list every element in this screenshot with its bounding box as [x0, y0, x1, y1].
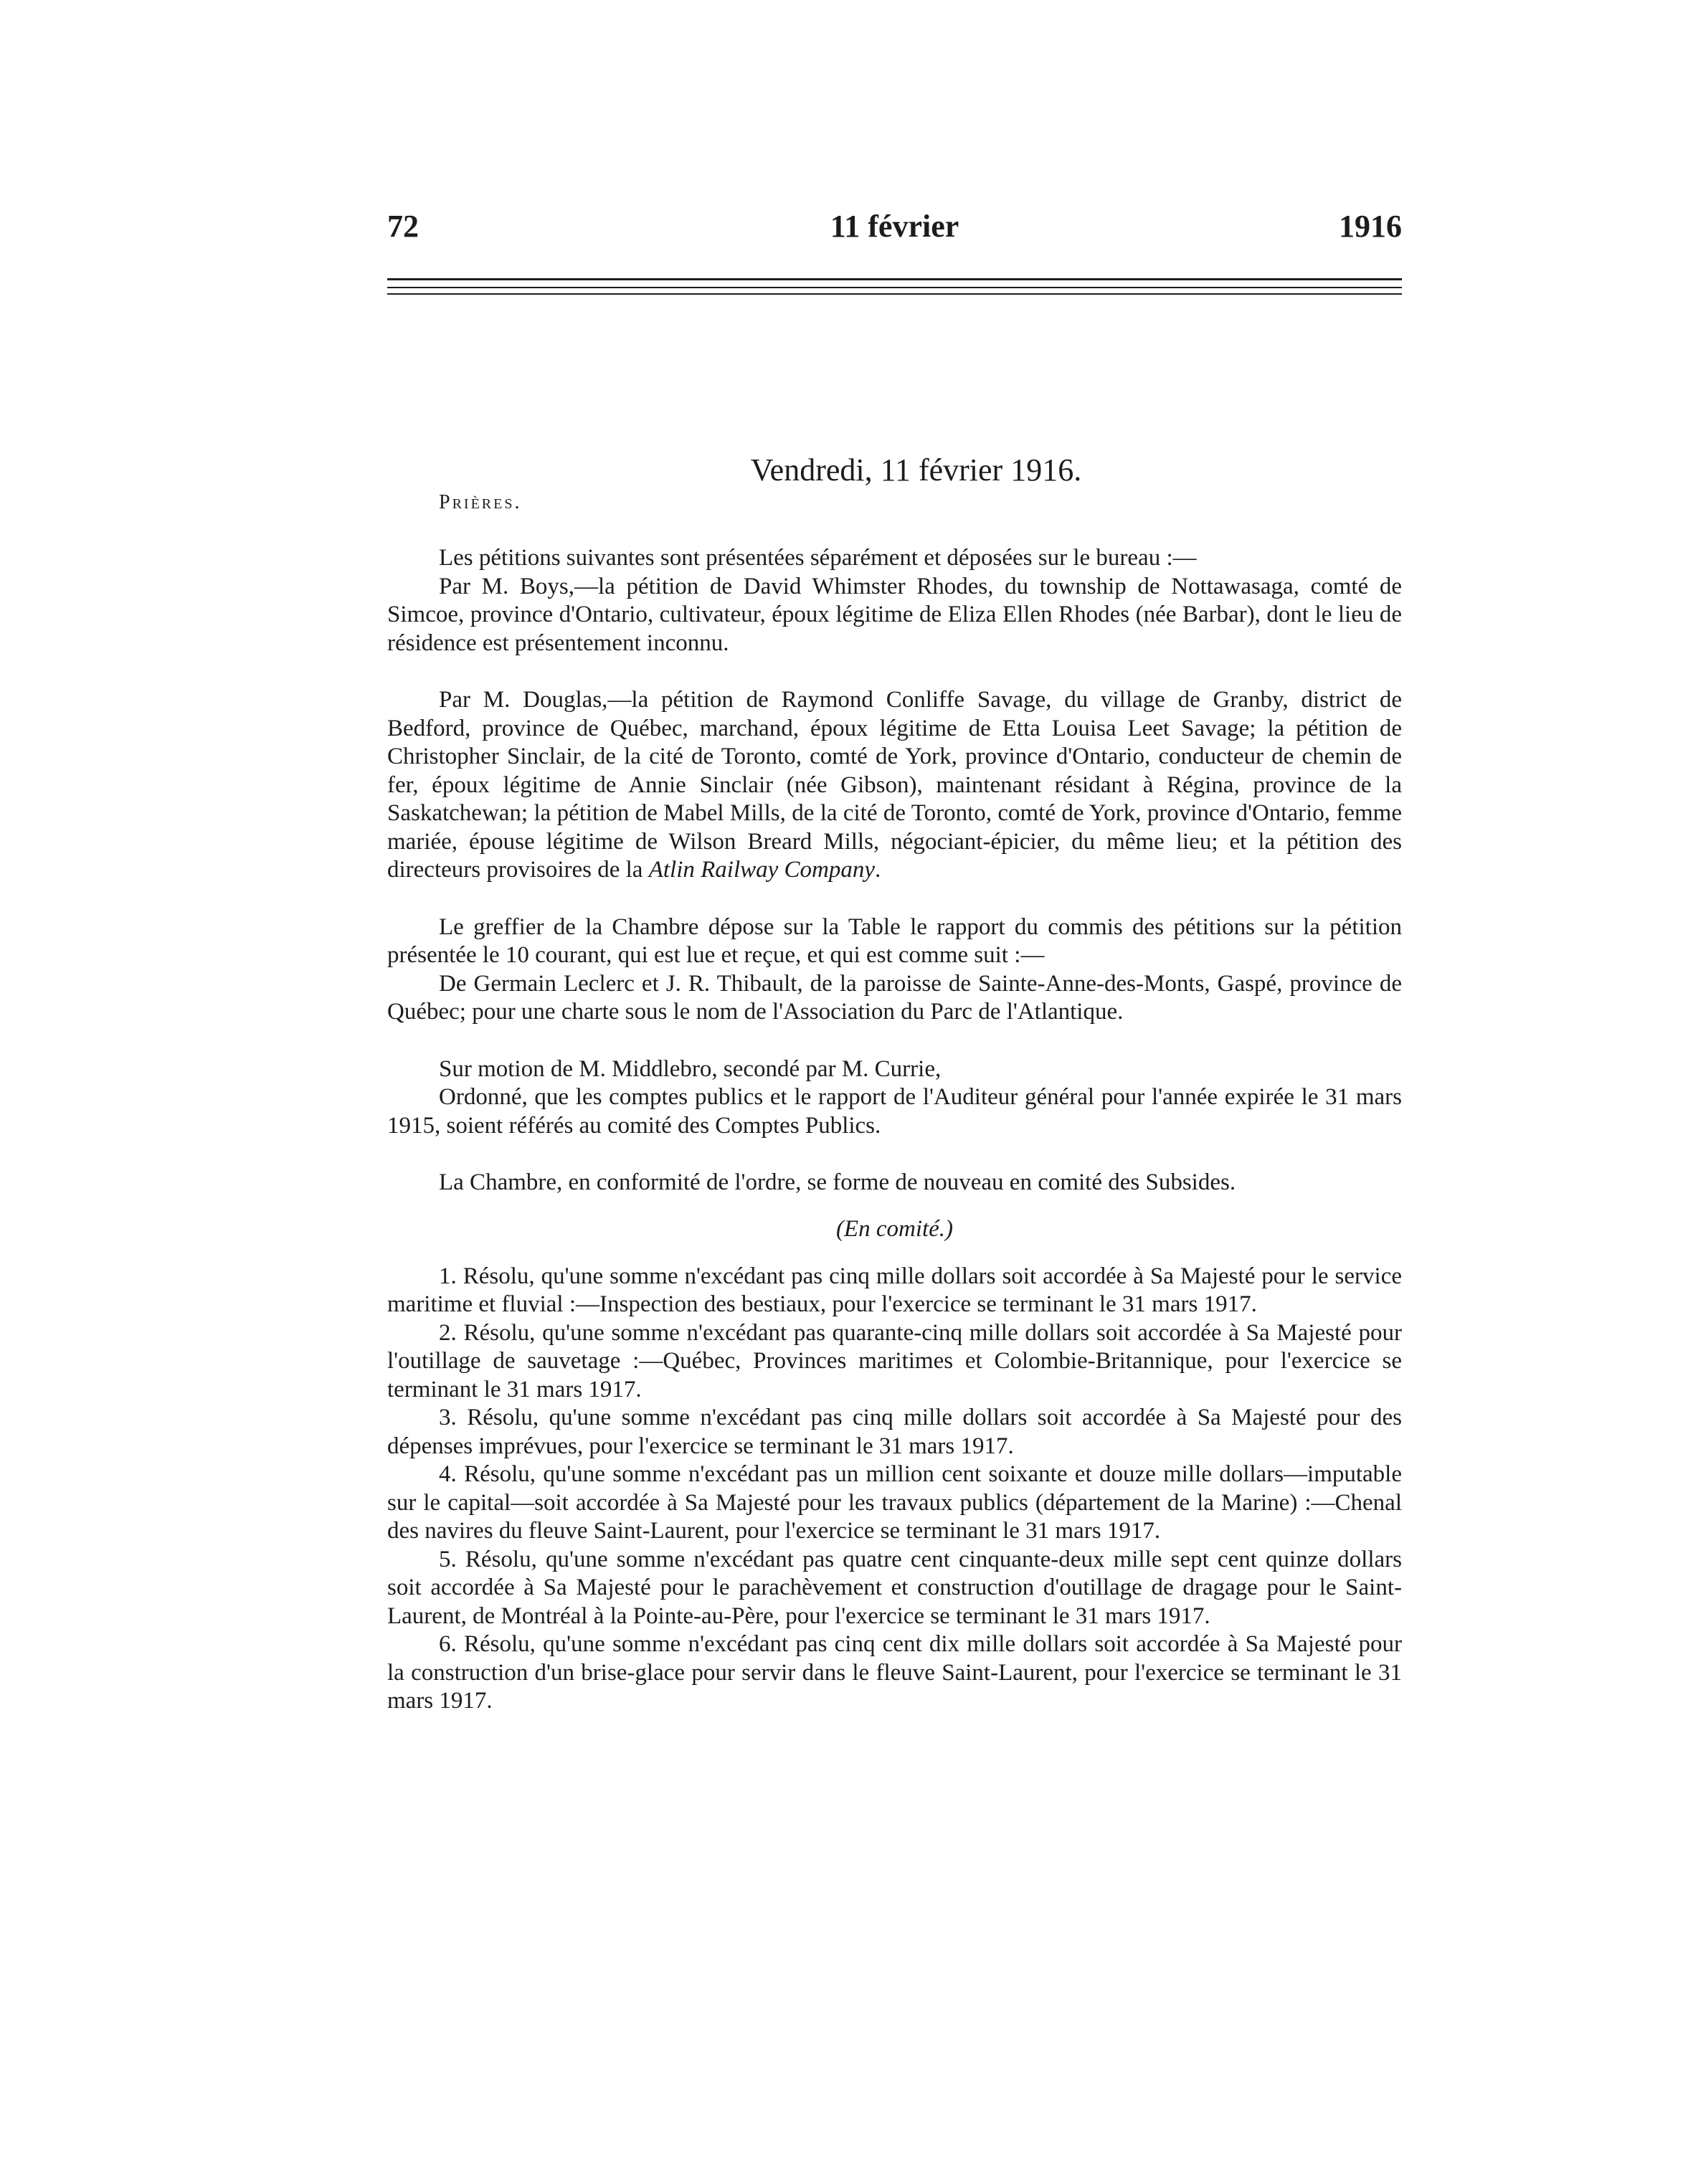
resolution-item — [387, 1461, 1402, 1546]
resolution-number: 1. — [439, 1263, 457, 1289]
petition-douglas-text: Par M. Douglas,—la pétition de Raymond Conliffe Savage, du village de Granby, district de Bedford, province de Québec, marchand, époux légitime de Etta Louisa Leet Savage; la pétition de Christopher Sinclair, de la cité de Toronto, comté de York, province d'Ontario, conducteur de chemin de fer, époux légitime de Annie Sinclair (née Gibson), maintenant résidant à Régina, province de la Saskatchewan; la pétition de Mabel Mills, de la cité de Toronto, comté de York, province d'Ontario, femme mariée, épouse légitime de Wilson Breard Mills, négociant-épicier, du même lieu; et la pétition des directeurs provisoires de la — [387, 687, 1402, 883]
motion-order: Ordonné, que les comptes publics et le rapport de l'Auditeur général pour l'année expirée le 31 mars 1915, soient référés au comité des Comptes Publics. — [387, 1084, 1402, 1139]
header-rule-top — [387, 278, 1402, 280]
spacer — [387, 1197, 1402, 1216]
clerk-report-detail: De Germain Leclerc et J. R. Thibault, de la paroisse de Sainte-Anne-des-Monts, Gaspé, province de Québec; pour une charte sous le nom de l'Association du Parc de l'Atlantique. — [387, 970, 1402, 1025]
spacer — [387, 1027, 1402, 1055]
spacer — [387, 1140, 1402, 1169]
header-date: 11 février — [830, 209, 959, 244]
resolution-item — [387, 1630, 1402, 1716]
resolutions-list — [387, 1263, 1402, 1716]
session-title: Vendredi, 11 février 1916. — [750, 452, 1082, 488]
petition-douglas — [387, 686, 1402, 885]
resolution-text: Résolu, qu'une somme n'excédant pas cinq mille dollars soit accordée à Sa Majesté pour le service maritime et fluvial :—Inspection des bestiaux, pour l'exercice se terminant le 31 mars 1917. — [387, 1263, 1402, 1317]
petitions-intro: Les pétitions suivantes sont présentées séparément et déposées sur le bureau :— — [439, 545, 1197, 571]
company-name: Atlin Railway Company — [648, 857, 876, 883]
header-year: 1916 — [1339, 209, 1402, 244]
resolution-item — [387, 1404, 1402, 1461]
spacer — [387, 657, 1402, 686]
resolution-number: 4. — [439, 1461, 457, 1487]
resolution-item — [387, 1546, 1402, 1631]
committee-label: (En comité.) — [835, 1215, 954, 1242]
resolution-number: 3. — [439, 1405, 457, 1430]
page-header — [387, 208, 1402, 251]
resolution-text: Résolu, qu'une somme n'excédant pas quarante-cinq mille dollars soit accordée à Sa Majesté pour l'outillage de sauvetage :—Québec, Provinces maritimes et Colombie-Britannique, pour l'exercice se terminant le 31 mars 1917. — [387, 1319, 1402, 1402]
petition-boys: Par M. Boys,—la pétition de David Whimster Rhodes, du township de Nottawasaga, comté de Simcoe, province d'Ontario, cultivateur, époux légitime de Eliza Ellen Rhodes (née Barbar), dont le lieu de résidence est présentement inconnu. — [387, 573, 1402, 656]
prayers-label: Prières. — [439, 491, 522, 513]
resolution-number: 5. — [439, 1546, 457, 1572]
resolution-text: Résolu, qu'une somme n'excédant pas cinq mille dollars soit accordée à Sa Majesté pour des dépenses imprévues, pour l'exercice se terminant le 31 mars 1917. — [387, 1405, 1402, 1459]
clerk-report-intro: Le greffier de la Chambre dépose sur la Table le rapport du commis des pétitions sur la pétition présentée le 10 courant, qui est lue et reçue, et qui est comme suit :— — [387, 913, 1402, 968]
header-rule-bottom — [387, 293, 1402, 295]
motion-line: Sur motion de M. Middlebro, secondé par M. Currie, — [439, 1055, 942, 1082]
resolution-item — [387, 1319, 1402, 1405]
resolution-item — [387, 1263, 1402, 1319]
resolution-number: 6. — [439, 1631, 457, 1657]
resolution-text: Résolu, qu'une somme n'excédant pas quatre cent cinquante-deux mille sept cent quinze dollars soit accordée à Sa Majesté pour le parachèvement et construction d'outillage de dragage pour le Saint-Laurent, de Montréal à la Pointe-au-Père, pour l'exercice se terminant le 31 mars 1917. — [387, 1546, 1403, 1629]
page-body — [387, 452, 1402, 1716]
page-number: 72 — [387, 209, 419, 244]
resolution-text: Résolu, qu'une somme n'excédant pas un million cent soixante et douze mille dollars—imputable sur le capital—soit accordée à Sa Majesté pour les travaux publics (département de la Marine) :—Chenal des navires du fleuve Saint-Laurent, pour l'exercice se terminant le 31 mars 1917. — [387, 1461, 1402, 1544]
spacer — [387, 885, 1402, 913]
resolution-number: 2. — [439, 1319, 457, 1346]
resolution-text: Résolu, qu'une somme n'excédant pas cinq cent dix mille dollars soit accordée à Sa Majesté pour la construction d'un brise-glace pour servir dans le fleuve Saint-Laurent, pour l'exercice se terminant le 31 mars 1917. — [387, 1631, 1402, 1714]
supply-statement: La Chambre, en conformité de l'ordre, se forme de nouveau en comité des Subsides. — [439, 1169, 1236, 1195]
header-rule-middle — [387, 287, 1402, 288]
petition-douglas-end: . — [875, 857, 881, 883]
